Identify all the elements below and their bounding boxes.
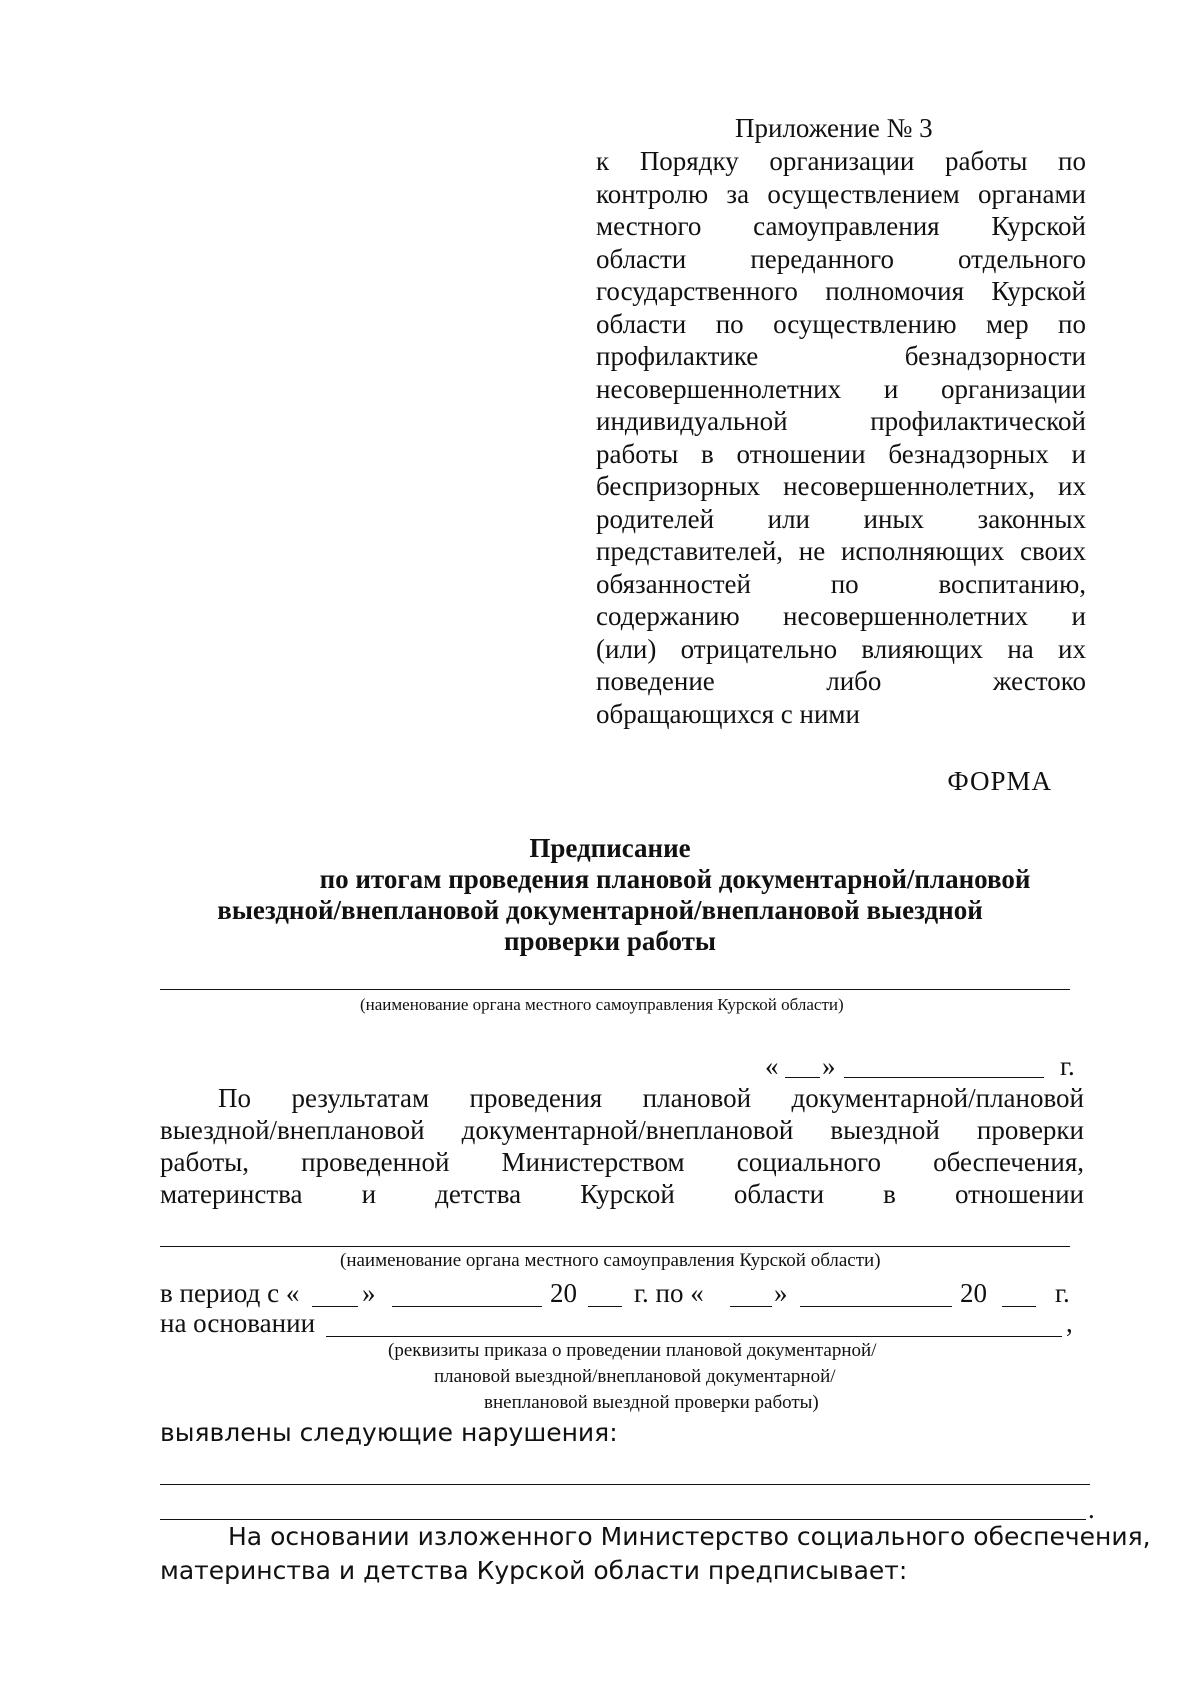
appendix-line: государственного полномочия Курской xyxy=(596,276,1086,306)
org-name-field-line-2[interactable] xyxy=(160,1246,1070,1247)
basis-label: на основании xyxy=(160,1308,316,1338)
appendix-title: Приложение № 3 xyxy=(735,113,933,143)
period-suffix: г. xyxy=(1055,1278,1070,1308)
date-month-field[interactable] xyxy=(844,1077,1044,1078)
period-end-day-field[interactable] xyxy=(730,1306,772,1307)
final-paragraph-line: материнства и детства Курской области предписывает: xyxy=(160,1556,908,1585)
paragraph-line: материнства и детства Курской области в отношении xyxy=(160,1179,1084,1209)
period-middle: г. по « xyxy=(634,1278,704,1308)
appendix-line: области переданного отдельного xyxy=(596,243,1086,274)
appendix-line: работы в отношении безнадзорных и xyxy=(596,438,1086,469)
paragraph-line: По результатам проведения плановой документарной/плановой xyxy=(218,1083,1084,1113)
appendix-line: поведение либо жестоко xyxy=(596,666,1086,696)
org-name-caption: (наименование органа местного самоуправления Курской области) xyxy=(360,995,844,1014)
basis-field-line[interactable] xyxy=(326,1336,1062,1337)
appendix-reference xyxy=(596,145,1086,730)
order-caption-line: плановой выездной/внеплановой документарной/ xyxy=(434,1366,836,1387)
order-caption-line: (реквизиты приказа о проведении плановой документарной/ xyxy=(388,1340,877,1361)
document-heading xyxy=(150,833,1050,957)
date-day-field[interactable] xyxy=(785,1077,820,1078)
period-year-2: 20 xyxy=(960,1278,987,1308)
violations-field-line-2[interactable] xyxy=(160,1519,1086,1520)
final-paragraph-line: На основании изложенного Министерство социального обеспечения, xyxy=(228,1522,1151,1551)
appendix-line: (или) отрицательно влияющих на их xyxy=(596,633,1086,664)
violations-field-line-1[interactable] xyxy=(160,1484,1090,1485)
appendix-line: родителей или иных законных xyxy=(596,503,1086,534)
appendix-line: несовершеннолетних и организации xyxy=(596,373,1086,404)
heading-line: проверки работы xyxy=(504,926,716,956)
violations-end-dot: . xyxy=(1088,1494,1095,1524)
violations-label: выявлены следующие нарушения: xyxy=(160,1418,618,1447)
appendix-line: содержанию несовершеннолетних и xyxy=(596,601,1086,631)
period-end-month-field[interactable] xyxy=(800,1306,952,1307)
period-close-quote-2: » xyxy=(774,1278,788,1308)
form-label: ФОРМА xyxy=(947,766,1052,796)
appendix-line: профилактике безнадзорности xyxy=(596,341,1086,371)
appendix-line: области по осуществлению мер по xyxy=(596,308,1086,339)
appendix-line: обращающихся с ними xyxy=(596,698,860,729)
date-open-quote: « xyxy=(765,1051,779,1081)
heading-title: Предписание xyxy=(529,833,691,863)
appendix-line: контролю за осуществлением органами xyxy=(596,178,1086,209)
date-close-quote: » xyxy=(822,1051,836,1081)
period-start-month-field[interactable] xyxy=(392,1306,542,1307)
appendix-line: к Порядку организации работы по xyxy=(596,146,1086,176)
basis-comma: , xyxy=(1066,1308,1073,1338)
appendix-line: местного самоуправления Курской xyxy=(596,211,1086,241)
period-close-quote-1: » xyxy=(362,1278,376,1308)
heading-line: по итогам проведения плановой документарной/плановой xyxy=(319,864,1031,894)
period-start-day-field[interactable] xyxy=(312,1306,358,1307)
period-year-1: 20 xyxy=(550,1278,577,1308)
paragraph-line: работы, проведенной Министерством социального обеспечения, xyxy=(160,1147,1084,1177)
appendix-line: представителей, не исполняющих своих xyxy=(596,536,1086,566)
period-prefix: в период с « xyxy=(160,1278,300,1308)
org-name-caption-2: (наименование органа местного самоуправления Курской области) xyxy=(340,1250,881,1271)
org-name-field-line[interactable] xyxy=(160,989,1070,990)
appendix-line: обязанностей по воспитанию, xyxy=(596,568,1086,599)
period-start-year-field[interactable] xyxy=(588,1306,622,1307)
period-end-year-field[interactable] xyxy=(1002,1306,1036,1307)
heading-line: выездной/внеплановой документарной/внеплановой выездной xyxy=(217,895,983,925)
date-year-suffix: г. xyxy=(1060,1051,1075,1081)
order-caption-line: внеплановой выездной проверки работы) xyxy=(484,1392,819,1413)
appendix-line: индивидуальной профилактической xyxy=(596,406,1086,436)
paragraph-line: выездной/внеплановой документарной/внеплановой выездной проверки xyxy=(160,1115,1084,1145)
appendix-line: беспризорных несовершеннолетних, их xyxy=(596,471,1086,501)
